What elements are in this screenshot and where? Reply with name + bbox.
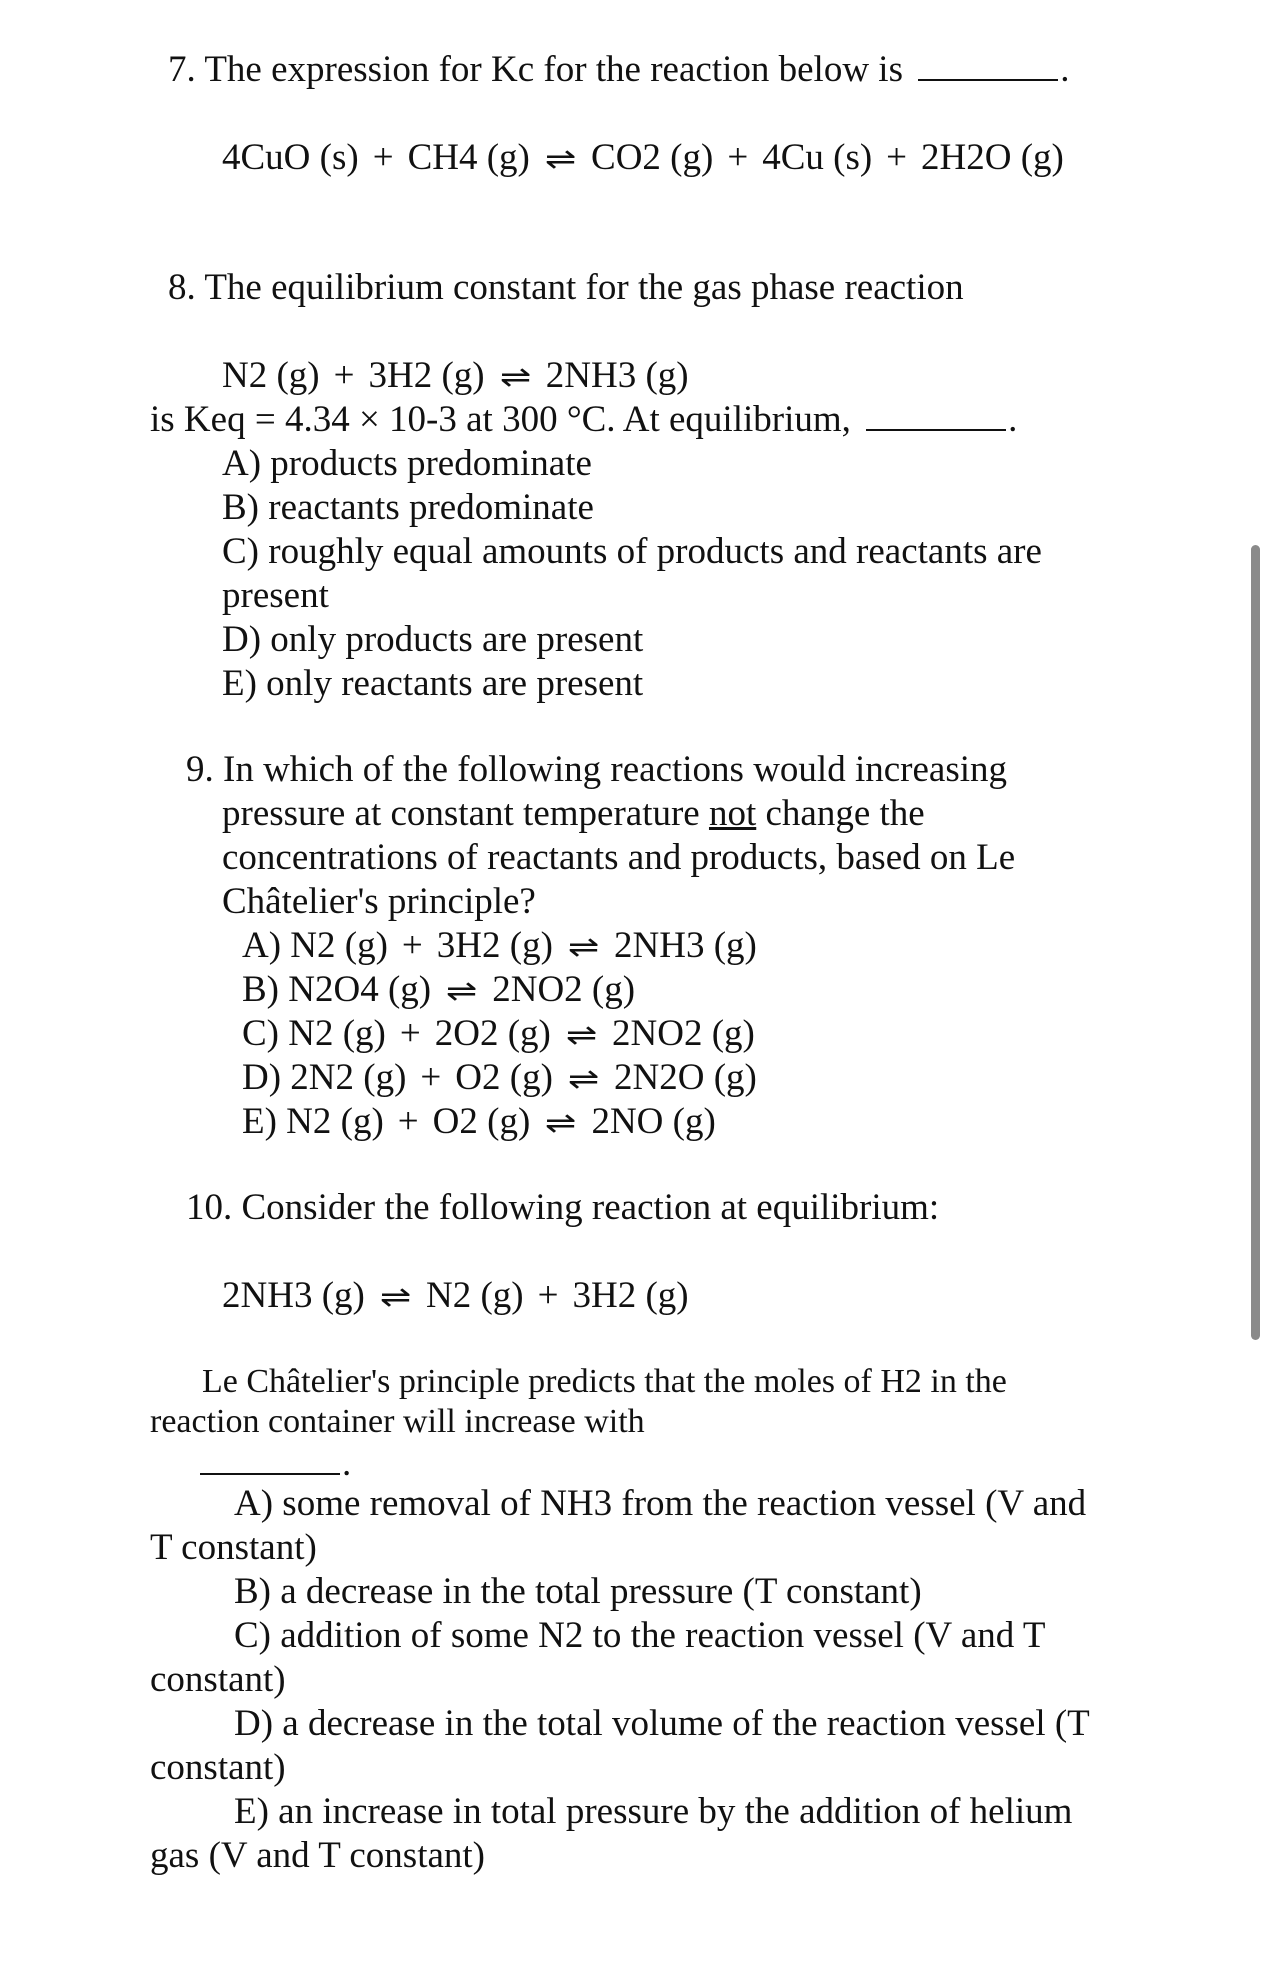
equilibrium-arrow-icon: ⇌ xyxy=(499,360,531,395)
q8-option-e: E) only reactants are present xyxy=(222,663,644,704)
q8-reactant-2: 3H2 (g) xyxy=(368,355,485,396)
q10-option-b: B) a decrease in the total pressure (T constant) xyxy=(234,1571,922,1612)
plus-sign: + xyxy=(537,1275,559,1316)
plus-sign: + xyxy=(420,1057,442,1098)
equilibrium-arrow-icon: ⇌ xyxy=(545,1106,577,1141)
q10-option-a: A) some removal of NH3 from the reaction vessel (V and xyxy=(234,1483,1087,1524)
q10-answer-blank xyxy=(200,1472,340,1475)
q9-option-d-label: D) 2N2 (g) xyxy=(242,1057,407,1098)
q9-option-b xyxy=(242,968,635,1014)
q9-option-e xyxy=(242,1100,716,1146)
q8-reactant-1: N2 (g) xyxy=(222,355,320,396)
q10-option-e: E) an increase in total pressure by the addition of helium xyxy=(234,1791,1073,1832)
q9-line-1: 9. In which of the following reactions would increasing xyxy=(186,749,1007,790)
equilibrium-arrow-icon: ⇌ xyxy=(567,1062,600,1097)
q10-reactant-1: 2NH3 (g) xyxy=(222,1275,365,1316)
q9-option-c-reactant-2: 2O2 (g) xyxy=(434,1013,551,1054)
q9-line-2-post: change the xyxy=(756,793,925,834)
q10-option-c: C) addition of some N2 to the reaction vessel (V and T xyxy=(234,1615,1046,1656)
plus-sign: + xyxy=(333,355,355,396)
plus-sign: + xyxy=(397,1101,419,1142)
q7-prompt-line xyxy=(168,48,1069,92)
q8-prompt: 8. The equilibrium constant for the gas phase reaction xyxy=(168,267,964,308)
plus-sign: + xyxy=(399,1013,421,1054)
q7-prompt: 7. The expression for Kc for the reaction below is xyxy=(168,49,903,90)
q9-line-3: concentrations of reactants and products, based on Le xyxy=(222,837,1016,878)
q7-product-2: 4Cu (s) xyxy=(762,137,873,178)
q7-product-1: CO2 (g) xyxy=(591,137,714,178)
plus-sign: + xyxy=(401,925,423,966)
q10-product-1: N2 (g) xyxy=(425,1275,524,1316)
q9-option-d-product: 2N2O (g) xyxy=(614,1057,757,1098)
q10-product-2: 3H2 (g) xyxy=(572,1275,689,1316)
q8-equation xyxy=(222,354,689,400)
q9-option-a xyxy=(242,924,757,970)
plus-sign: + xyxy=(727,137,749,178)
q7-equation xyxy=(222,136,1064,182)
q8-answer-blank xyxy=(866,428,1006,431)
q9-option-b-label: B) N2O4 (g) xyxy=(242,969,432,1010)
q7-reactant-2: CH4 (g) xyxy=(407,137,530,178)
q10-text-1: Le Châtelier's principle predicts that the moles of H2 in the xyxy=(202,1363,1007,1400)
q8-option-d: D) only products are present xyxy=(222,619,644,660)
q7-product-3: 2H2O (g) xyxy=(921,137,1064,178)
q7-answer-blank xyxy=(918,78,1058,81)
q8-keq-text: is Keq = 4.34 × 10-3 at 300 °C. At equilibrium, xyxy=(150,399,851,440)
q9-emphasis-not: not xyxy=(708,793,757,834)
equilibrium-arrow-icon: ⇌ xyxy=(544,142,577,177)
q10-prompt: 10. Consider the following reaction at equilibrium: xyxy=(186,1187,940,1228)
equilibrium-arrow-icon: ⇌ xyxy=(567,930,600,965)
q9-option-e-reactant-2: O2 (g) xyxy=(432,1101,531,1142)
q9-option-e-label: E) N2 (g) xyxy=(242,1101,384,1142)
q8-product-1: 2NH3 (g) xyxy=(545,355,689,396)
q9-option-c-product: 2NO2 (g) xyxy=(612,1013,755,1054)
q9-option-c xyxy=(242,1012,755,1058)
q9-option-b-product: 2NO2 (g) xyxy=(492,969,636,1010)
q9-line-2-pre: pressure at constant temperature xyxy=(222,793,709,834)
q10-option-a-cont: T constant) xyxy=(150,1527,317,1568)
q10-equation xyxy=(222,1274,689,1320)
q8-option-b: B) reactants predominate xyxy=(222,487,594,528)
q10-option-d: D) a decrease in the total volume of the reaction vessel (T xyxy=(234,1703,1090,1744)
q9-option-c-label: C) N2 (g) xyxy=(242,1013,386,1054)
plus-sign: + xyxy=(372,137,394,178)
plus-sign: + xyxy=(886,137,908,178)
q9-option-a-label: A) N2 (g) xyxy=(242,925,388,966)
equilibrium-arrow-icon: ⇌ xyxy=(565,1018,598,1053)
q9-option-a-reactant-2: 3H2 (g) xyxy=(436,925,553,966)
vertical-scrollbar[interactable] xyxy=(1251,545,1260,1340)
q9-option-a-product: 2NH3 (g) xyxy=(614,925,757,966)
q8-option-c-cont: present xyxy=(222,575,329,616)
q9-option-e-product: 2NO (g) xyxy=(591,1101,716,1142)
q9-line-4: Châtelier's principle? xyxy=(222,881,536,922)
q8-period: . xyxy=(1008,399,1018,440)
q10-blank-line xyxy=(200,1442,351,1486)
q10-option-d-cont: constant) xyxy=(150,1747,286,1788)
q9-line-2 xyxy=(222,792,925,836)
q8-option-c: C) roughly equal amounts of products and reactants are xyxy=(222,531,1042,572)
q10-text-2: reaction container will increase with xyxy=(150,1403,645,1440)
q10-period: . xyxy=(342,1443,352,1484)
q8-option-a: A) products predominate xyxy=(222,443,592,484)
equilibrium-arrow-icon: ⇌ xyxy=(379,1280,412,1315)
q10-option-c-cont: constant) xyxy=(150,1659,286,1700)
q9-option-d xyxy=(242,1056,757,1102)
equilibrium-arrow-icon: ⇌ xyxy=(445,974,478,1009)
q8-keq-line xyxy=(150,398,1017,442)
q7-period: . xyxy=(1060,49,1070,90)
q9-option-d-reactant-2: O2 (g) xyxy=(455,1057,553,1098)
q7-reactant-1: 4CuO (s) xyxy=(222,137,359,178)
q10-option-e-cont: gas (V and T constant) xyxy=(150,1835,486,1876)
